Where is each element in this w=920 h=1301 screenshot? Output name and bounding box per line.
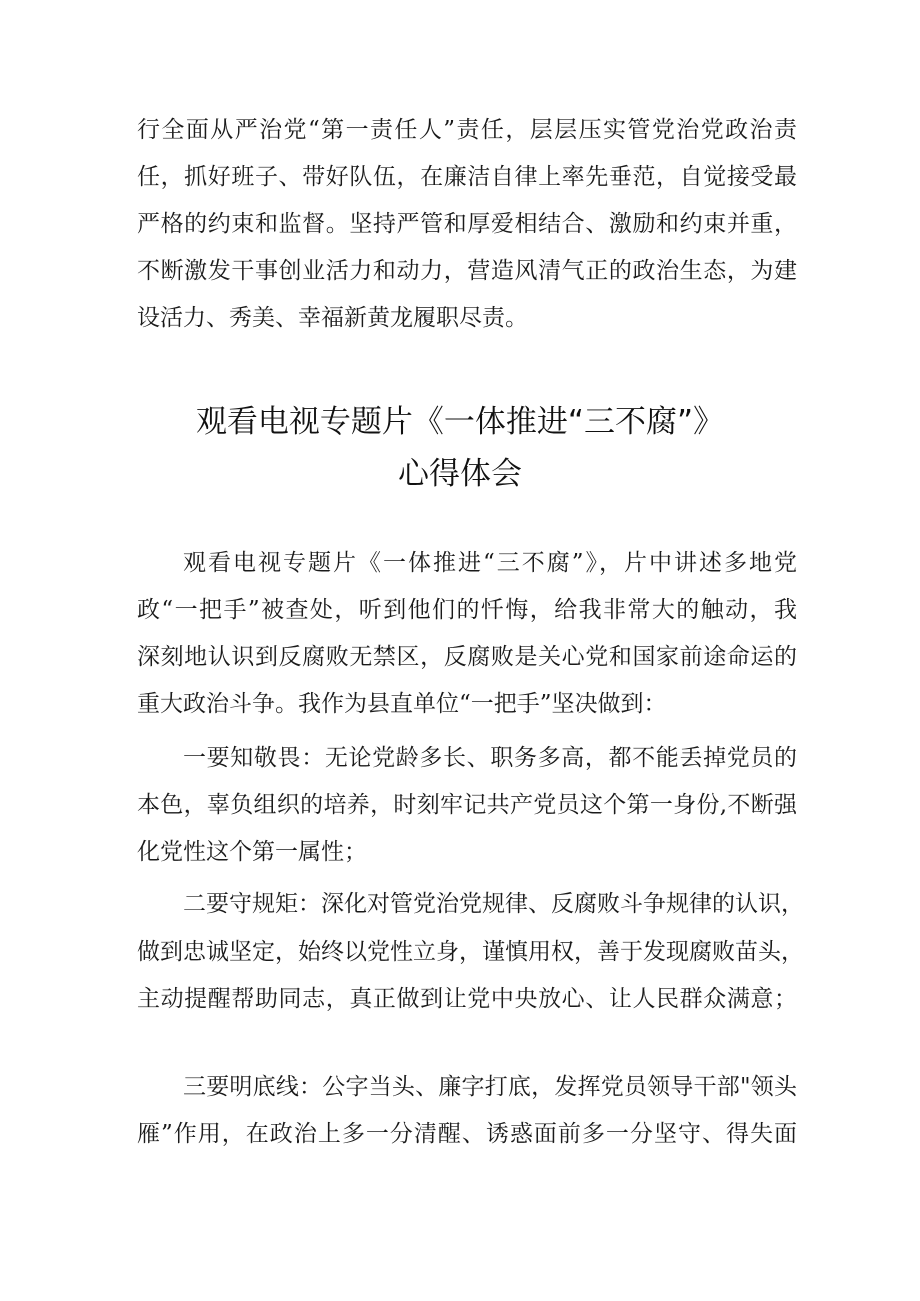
paragraph-1-line-4: 重大政治斗争。我作为县直单位“一把手”坚决做到： (137, 691, 667, 717)
paragraph-4-line-2: 雁”作用，在政治上多一分清醒、诱惑面前多一分坚守、得失面 (137, 1121, 797, 1147)
paragraph-3-line-1: 二要守规矩：深化对管党治党规律、反腐败斗争规律的认识， (183, 891, 804, 917)
paragraph-4-line-1: 三要明底线：公字当头、廉字打底，发挥党员领导干部"领头 (183, 1074, 797, 1100)
paragraph-1-line-3: 深刻地认识到反腐败无禁区，反腐败是关心党和国家前途命运的 (137, 644, 797, 670)
paragraph-2-line-1: 一要知敬畏：无论党龄多长、职务多高，都不能丢掉党员的 (183, 745, 797, 771)
paragraph-2-line-2: 本色，辜负组织的培养，时刻牢记共产党员这个第一身份,不断强 (137, 792, 797, 818)
article-title: 观看电视专题片《一体推进“三不腐”》 (195, 404, 725, 440)
paragraph-3-line-2: 做到忠诚坚定，始终以党性立身，谨慎用权，善于发现腐败苗头， (137, 939, 804, 965)
paragraph-3-line-3: 主动提醒帮助同志，真正做到让党中央放心、让人民群众满意； (137, 986, 797, 1012)
intro-line-4: 不断激发干事创业活力和动力，营造风清气正的政治生态，为建 (137, 258, 797, 284)
intro-line-3: 严格的约束和监督。坚持严管和厚爱相结合、激励和约束并重， (137, 211, 797, 237)
paragraph-1-line-1: 观看电视专题片《一体推进“三不腐”》，片中讲述多地党 (183, 550, 797, 576)
intro-line-5: 设活力、秀美、幸福新黄龙履职尽责。 (137, 305, 528, 331)
paragraph-2-line-3: 化党性这个第一属性； (137, 839, 367, 865)
paragraph-1-line-2: 政“一把手”被查处，听到他们的忏悔，给我非常大的触动，我 (137, 597, 797, 623)
intro-line-2: 任，抓好班子、带好队伍，在廉洁自律上率先垂范，自觉接受最 (137, 164, 797, 190)
article-subtitle: 心得体会 (398, 456, 522, 492)
intro-line-1: 行全面从严治党“第一责任人”责任，层层压实管党治党政治责 (137, 117, 797, 143)
